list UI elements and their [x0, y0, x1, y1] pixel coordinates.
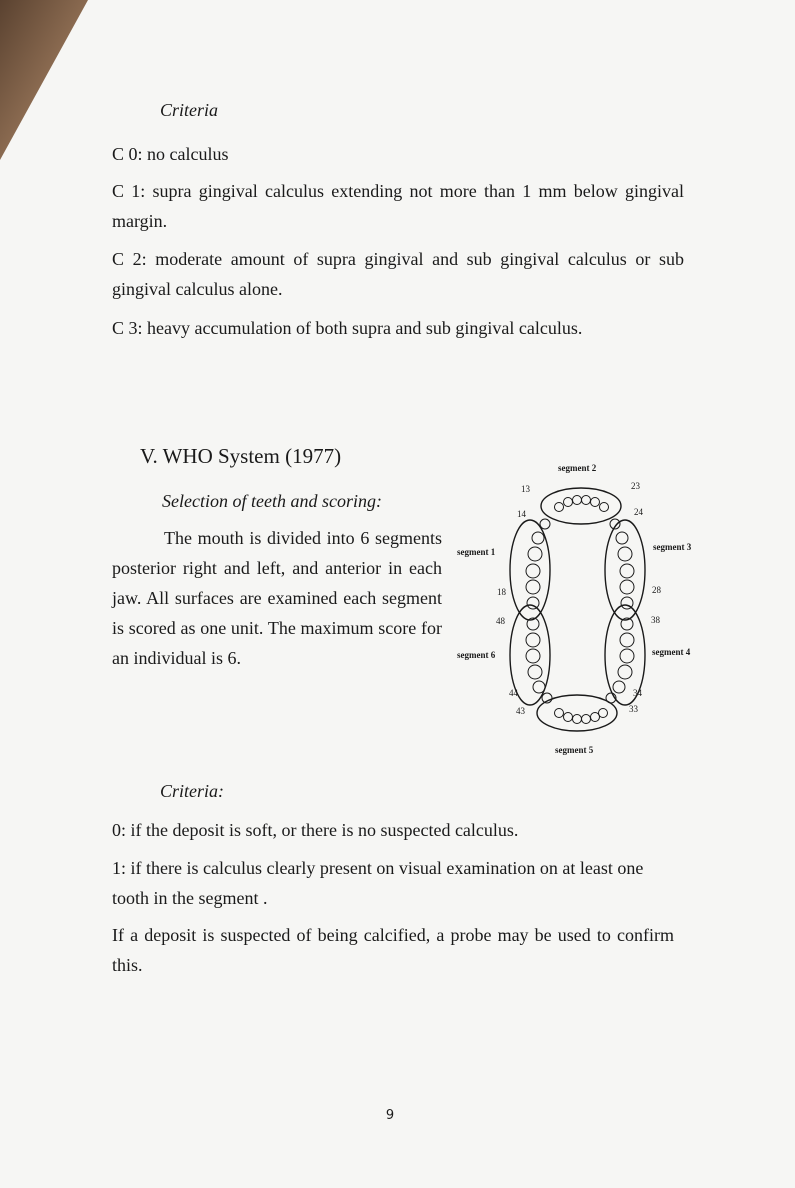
tooth-48-label: 48 — [496, 616, 505, 626]
criterion-c2: C 2: moderate amount of supra gingival and sub gingival calculus or sub gingival calculus alone. — [112, 249, 684, 299]
who-body: The mouth is divided into 6 segments posterior right and left, and anterior in each jaw. All surfaces are examined each segment is scored as one unit. The maximum score for an individual is 6. — [112, 528, 442, 668]
criterion-c1: C 1: supra gingival calculus extending not more than 1 mm below gingival margin. — [112, 181, 684, 231]
who-note: If a deposit is suspected of being calcified, a probe may be used to confirm this. — [112, 925, 674, 975]
tooth-24-label: 24 — [634, 507, 643, 517]
who-heading: V. WHO System (1977) — [140, 444, 342, 468]
tooth-13-label: 13 — [521, 484, 530, 494]
criteria-title-1: Criteria — [160, 100, 219, 120]
tooth-38-label: 38 — [651, 615, 660, 625]
segment-6-label: segment 6 — [457, 650, 496, 660]
segment-1-label: segment 1 — [457, 547, 496, 557]
tooth-23-label: 23 — [631, 481, 640, 491]
criterion-c3: C 3: heavy accumulation of both supra and sub gingival calculus. — [112, 318, 583, 338]
segment-4-label: segment 4 — [652, 647, 691, 657]
who-subheading: Selection of teeth and scoring: — [162, 491, 382, 511]
segment-2-label: segment 2 — [558, 463, 597, 473]
segment-3-label: segment 3 — [653, 542, 692, 552]
segment-5-outline — [537, 695, 617, 731]
criterion-c0: C 0: no calculus — [112, 144, 229, 164]
tooth-44-label: 44 — [509, 688, 518, 698]
page-number: 9 — [385, 1108, 395, 1123]
page-edge-shadow — [0, 0, 90, 160]
dental-segments-diagram — [455, 460, 705, 765]
criteria-title-2: Criteria: — [160, 781, 225, 801]
tooth-18-label: 18 — [497, 587, 506, 597]
tooth-28-label: 28 — [652, 585, 661, 595]
tooth-34-label: 34 — [633, 688, 642, 698]
segment-2-outline — [541, 488, 621, 524]
tooth-33-label: 33 — [629, 704, 638, 714]
tooth-43-label: 43 — [516, 706, 525, 716]
tooth-14-label: 14 — [517, 509, 526, 519]
who-criterion-1: 1: if there is calculus clearly present on visual examination on at least one tooth in the segment . — [112, 858, 644, 908]
segment-5-label: segment 5 — [555, 745, 594, 755]
who-criterion-0: 0: if the deposit is soft, or there is no suspected calculus. — [112, 820, 519, 840]
